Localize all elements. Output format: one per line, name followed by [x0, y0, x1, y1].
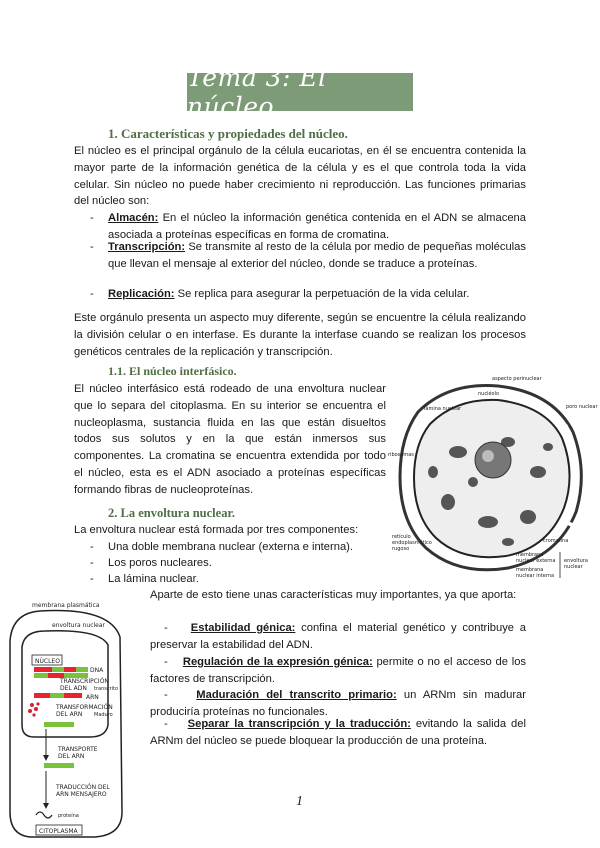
list-bullet: -	[90, 241, 94, 253]
nucleolus-core	[482, 450, 494, 462]
term: Almacén:	[108, 212, 159, 224]
feature-text: confina el material genético y contribuye a preservar la estabilidad del ADN.	[150, 622, 526, 651]
feature-text: un ARNm sin madurar produciría proteínas no funcionales.	[150, 689, 527, 718]
list-bullet: -	[90, 557, 94, 569]
dash: -	[164, 718, 168, 730]
label-membrana-4: nuclear interna	[516, 573, 555, 579]
label-transporte-2: DEL ARN	[58, 753, 85, 760]
label-membrana-3: membrana	[516, 567, 544, 573]
mature-rna-strip	[44, 722, 74, 727]
label-arn: ARN	[86, 694, 99, 701]
page-title: Tema 3: El núcleo	[187, 63, 327, 121]
label-membrana-2: nuclear externa	[516, 558, 556, 564]
label-ribosomas: ribosomas	[388, 452, 414, 458]
label-transcripcion-1: TRANSCRIPCIÓN	[60, 678, 109, 685]
label-reticulo-2: endoplasmático	[392, 540, 432, 546]
label-poro: poro nuclear	[566, 404, 598, 410]
component-1: Una doble membrana nuclear (externa e interna).	[108, 541, 354, 553]
dna-strip	[64, 667, 76, 672]
label-membrana-plasmatica: membrana plasmática	[32, 602, 100, 609]
label-nucleo: NÚCLEO	[35, 658, 60, 665]
section-2-intro: La envoltura nuclear está formada por tres componentes:	[74, 524, 359, 536]
label-transcripcion-2: DEL ADN	[60, 685, 87, 692]
dna-strip	[34, 667, 52, 672]
section-1-heading: 1. Características y propiedades del núcleo.	[108, 126, 348, 141]
dash: -	[164, 622, 168, 634]
label-proteina: proteína	[58, 813, 79, 819]
feature-regulacion	[150, 654, 526, 688]
splice-dots	[28, 702, 40, 716]
list-bullet: -	[90, 212, 94, 224]
term: Regulación de la expresión génica:	[182, 656, 373, 668]
rna-strip	[50, 693, 64, 698]
function-text: En el núcleo la información genética contenida en el ADN se almacena asociada a proteínas específicas en forma de cromatina.	[108, 212, 526, 241]
term: Separar la transcripción y la traducción:	[187, 718, 411, 730]
function-text: Se transmite al resto de la célula por medio de pequeñas moléculas que llevan el mensaje al exterior del núcleo, donde se traduce a proteínas.	[108, 241, 526, 270]
label-maduro: Maduro	[94, 712, 113, 718]
list-bullet: -	[90, 288, 94, 300]
label-aspecto: aspecto perinuclear	[492, 376, 542, 382]
list-bullet: -	[90, 541, 94, 553]
label-transcrito: transcrito	[94, 686, 119, 692]
label-reticulo-3: rugoso	[392, 546, 410, 552]
label-envoltura: envoltura nuclear	[52, 622, 105, 629]
label-envoltura-1: envoltura	[564, 558, 588, 564]
term: Maduración del transcrito primario:	[196, 689, 397, 701]
dash: -	[164, 689, 168, 701]
term: Estabilidad génica:	[190, 622, 296, 634]
dna-strip	[52, 667, 64, 672]
label-traduccion-1: TRADUCCIÓN DEL	[56, 784, 110, 791]
transcription-flow-diagram	[0, 597, 145, 848]
nucleus-diagram	[388, 372, 598, 584]
label-envoltura-2: nuclear	[564, 564, 583, 570]
function-replicacion	[108, 286, 526, 303]
dash: -	[164, 656, 168, 668]
rna-strip	[64, 693, 82, 698]
component-3: La lámina nuclear.	[108, 573, 199, 585]
feature-text: permite o no el acceso de los factores de transcripción.	[150, 656, 527, 685]
section-2-aside: Aparte de esto tiene unas características muy importantes, ya que aporta:	[150, 589, 517, 601]
section-1-1-heading: 1.1. El núcleo interfásico.	[108, 364, 237, 378]
label-traduccion-2: ARN MENSAJERO	[56, 791, 107, 798]
rna-strip	[34, 693, 50, 698]
section-1-1-text: El núcleo interfásico está rodeado de una envoltura nuclear que lo separa del citoplasma. En su interior se encuentra el nucleoplasma, sustancia fluida en las que están disueltos todos sus solutos y en la que están inmersos sus componentes. La cromatina se encuentra extendida por todo el núcleo, esta es el ADN asociado a proteínas específicas formando fibras de nucleoproteínas.	[74, 383, 386, 496]
label-reticulo-1: retículo	[392, 534, 411, 540]
label-cromatina: cromatina	[543, 538, 569, 544]
label-nucleolo: nucléolo	[478, 391, 500, 397]
term: Replicación:	[108, 288, 175, 300]
label-transporte-1: TRANSPORTE	[58, 746, 98, 753]
arrow-head	[43, 755, 49, 761]
title-banner	[187, 63, 413, 121]
label-transformacion-2: DEL ARN	[56, 711, 83, 718]
mrna-strip	[44, 763, 74, 768]
nuclear-envelope	[414, 400, 570, 557]
term: Transcripción:	[108, 241, 186, 253]
feature-text: evitando la salida del ARNm del núcleo se puede bloquear la producción de una proteína.	[150, 718, 526, 747]
label-transformacion-1: TRANSFORMACIÓN	[56, 704, 113, 711]
function-transcripcion	[108, 239, 526, 273]
dna-strip	[34, 673, 48, 678]
section-1-para2: Este orgánulo presenta un aspecto muy diferente, según se encuentre la célula realizando la división celular o en interfase. Es durante la interfase cuando se realizan los procesos genéticos centrales de la replicación y transcripción.	[74, 312, 526, 358]
dna-strip	[76, 667, 88, 672]
label-dna: DNA	[90, 667, 104, 674]
section-1-intro: El núcleo es el principal orgánulo de la célula eucariotas, en él se encuentra contenida la mayor parte de la información genética de la célula y es el que controla toda la vida celular. Sin núcleo no puede haber crecimiento ni reproducción. Las funciones primarias del núcleo son:	[74, 145, 526, 208]
label-membrana-1: membrana	[516, 552, 544, 558]
list-bullet: -	[90, 573, 94, 585]
section-2-heading: 2. La envoltura nuclear.	[108, 506, 235, 520]
component-2: Los poros nucleares.	[108, 557, 212, 569]
label-lamina: lámina nuclear	[424, 406, 462, 412]
label-citoplasma: CITOPLASMA	[39, 828, 78, 835]
nucleolus	[475, 442, 511, 478]
arrow-head	[43, 803, 49, 809]
protein-squiggle	[36, 812, 52, 818]
feature-estabilidad	[150, 620, 526, 654]
page-number: 1	[296, 794, 303, 809]
feature-separar	[150, 716, 526, 750]
function-text: Se replica para asegurar la perpetuación de la vida celular.	[174, 288, 470, 300]
